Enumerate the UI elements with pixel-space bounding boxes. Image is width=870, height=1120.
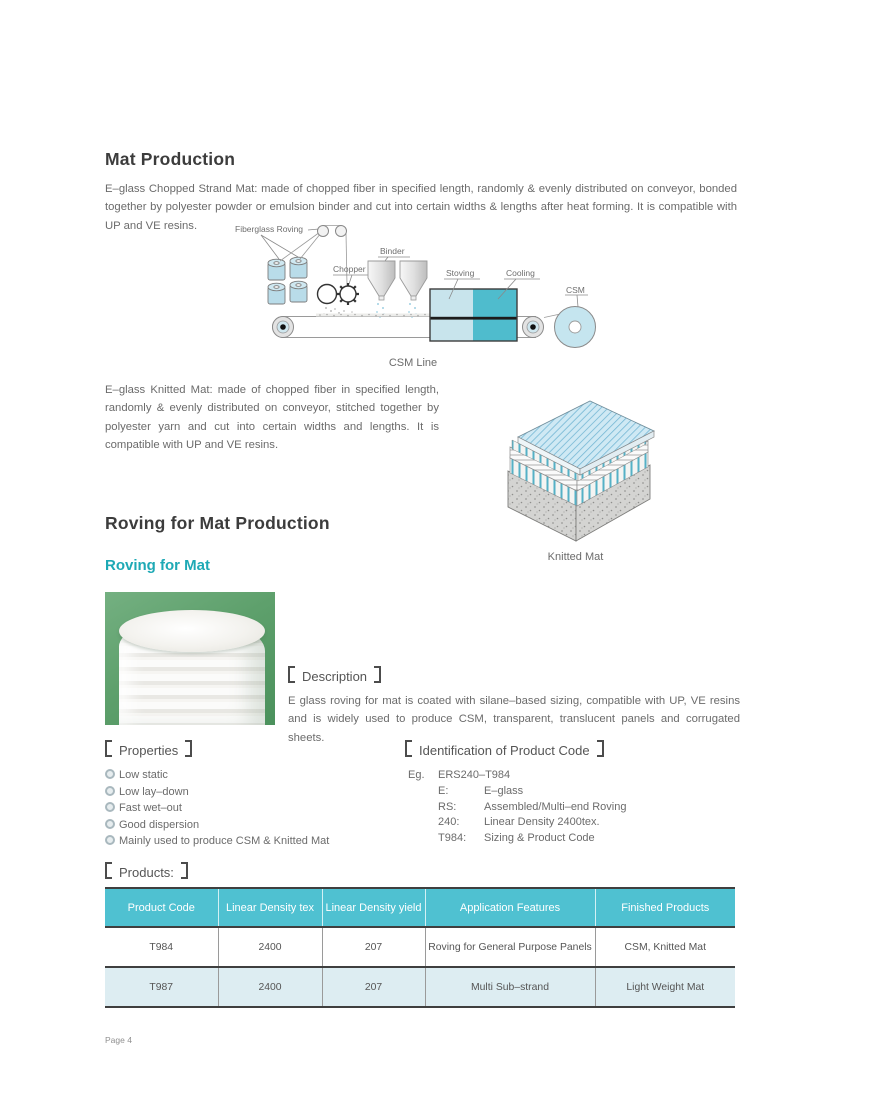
knitted-mat-caption: Knitted Mat (547, 551, 604, 563)
table-cell: 2400 (218, 967, 322, 1007)
csm-line-diagram (228, 221, 598, 355)
mat-production-paragraph: E–glass Chopped Strand Mat: made of chopped fiber in specified length, randomly & evenly distributed on conveyor, bonded together by polyester powder or emulsion binder and cut into certain widths & lengths after heat forming. It is compatible with UP and VE resins. (105, 183, 737, 232)
roving-for-mat-subtitle: Roving for Mat (105, 557, 210, 574)
bullet-ring-icon (105, 769, 115, 779)
page-title: Mat Production (105, 149, 236, 169)
identification-heading (405, 740, 604, 758)
products-table-header-row (105, 888, 735, 927)
bracket-right-icon (181, 862, 188, 879)
bullet-ring-icon (105, 786, 115, 796)
property-item (105, 784, 405, 800)
property-label: Fast wet–out (119, 802, 182, 814)
table-cell: 207 (322, 927, 425, 967)
id-meaning: Sizing & Product Code (484, 832, 595, 845)
column-header: Application Features (425, 888, 595, 927)
binder-label: Binder (380, 246, 405, 256)
property-label: Low lay–down (119, 785, 189, 798)
roving-section-title: Roving for Mat Production (105, 513, 330, 533)
bracket-left-icon (105, 740, 112, 757)
id-example-row (408, 768, 738, 784)
chopper-label: Chopper (333, 264, 366, 274)
property-label: Good dispersion (119, 818, 200, 831)
identification-heading-label: Identification of Product Code (419, 743, 590, 758)
table-cell: T984 (105, 927, 218, 967)
bracket-right-icon (597, 740, 604, 757)
id-meaning: E–glass (484, 784, 524, 797)
table-cell: Roving for General Purpose Panels (425, 927, 595, 967)
roving-spool-top-art (119, 610, 265, 652)
products-heading (105, 862, 188, 880)
identification-block (408, 768, 738, 847)
column-header: Finished Products (595, 888, 735, 927)
bullet-ring-icon (105, 802, 115, 812)
knitted-mat-illustration (488, 393, 663, 551)
column-header: Linear Density yield (322, 888, 425, 927)
id-code-row (438, 831, 738, 847)
table-cell: 2400 (218, 927, 322, 967)
id-code: E: (438, 784, 449, 797)
table-cell: 207 (322, 967, 425, 1007)
property-item (105, 767, 405, 783)
bracket-left-icon (405, 740, 412, 757)
csm-line-caption: CSM Line (388, 357, 438, 369)
id-meaning: Assembled/Multi–end Roving (484, 800, 627, 813)
description-heading (288, 666, 381, 684)
stoving-label: Stoving (446, 268, 475, 278)
property-item (105, 817, 405, 833)
property-label: Mainly used to produce CSM & Knitted Mat (119, 835, 330, 847)
id-meaning: Linear Density 2400tex. (484, 816, 600, 829)
column-header: Linear Density tex (218, 888, 322, 927)
property-item (105, 800, 405, 816)
table-cell: CSM, Knitted Mat (595, 927, 735, 967)
eg-label: Eg. (408, 769, 425, 781)
fiberglass-roving-label: Fiberglass Roving (235, 224, 304, 234)
properties-heading-label: Properties (119, 743, 179, 758)
properties-heading (105, 740, 192, 758)
id-code: 240: (438, 816, 460, 829)
description-heading-label: Description (302, 669, 368, 684)
bracket-right-icon (185, 740, 192, 757)
products-heading-label: Products: (119, 865, 174, 880)
bracket-right-icon (374, 666, 381, 683)
column-header: Product Code (105, 888, 218, 927)
id-code-row (438, 784, 738, 800)
property-label: Low static (119, 769, 168, 781)
table-cell: Light Weight Mat (595, 967, 735, 1007)
products-table-body (105, 927, 735, 1007)
id-code: RS: (438, 800, 457, 813)
cooling-label: Cooling (506, 268, 535, 278)
id-code-row (438, 800, 738, 816)
bracket-left-icon (105, 862, 112, 879)
description-body: E glass roving for mat is coated with silane–based sizing, compatible with UP, VE resins and is widely used to produce CSM, transparent, translucent panels and corrugated sheets. (288, 695, 740, 744)
id-code-rows (408, 784, 738, 847)
property-item (105, 833, 405, 849)
properties-list (105, 767, 405, 850)
id-code: T984: (438, 832, 467, 845)
products-table (105, 887, 735, 1008)
bracket-left-icon (288, 666, 295, 683)
knitted-mat-paragraph: E–glass Knitted Mat: made of chopped fiber in specified length, randomly & evenly distributed on conveyor, stitched together by polyester yarn and cut into certain widths and lengths. It is compatible with UP and VE resins. (105, 384, 439, 451)
example-code: ERS240–T984 (438, 769, 511, 781)
page-number: Page 4 (105, 1035, 132, 1045)
roving-photo (105, 592, 275, 725)
id-code-row (438, 815, 738, 831)
table-row (105, 967, 735, 1007)
bullet-ring-icon (105, 819, 115, 829)
table-row (105, 927, 735, 967)
csm-label: CSM (566, 285, 585, 295)
table-cell: T987 (105, 967, 218, 1007)
table-cell: Multi Sub–strand (425, 967, 595, 1007)
bullet-ring-icon (105, 835, 115, 845)
